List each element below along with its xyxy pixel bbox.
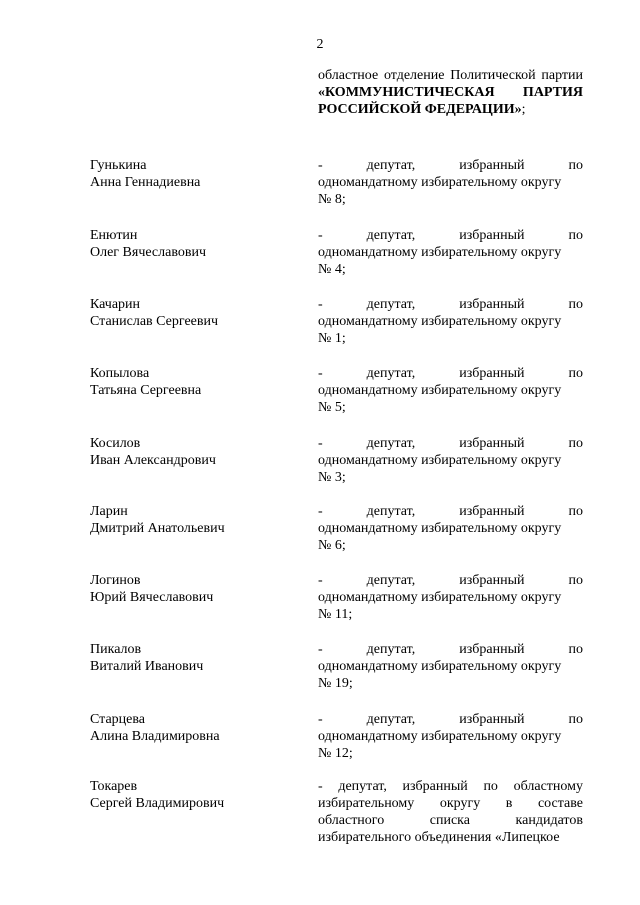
- party-name: «КОММУНИСТИЧЕСКАЯ ПАРТИЯ РОССИЙСКОЙ ФЕДЕРАЦИИ»: [318, 85, 583, 117]
- desc-word: по: [568, 228, 583, 243]
- desc-word: избранный: [459, 366, 525, 381]
- desc-line-4: избирательного объединения «Липецкое: [318, 830, 560, 845]
- desc-word: избранный: [459, 436, 525, 451]
- desc-line-1: [318, 435, 583, 452]
- desc-line-2: одномандатному избирательному округу: [318, 453, 562, 468]
- dash: -: [318, 504, 323, 519]
- deputy-name: [90, 503, 310, 537]
- desc-line-1: [318, 296, 583, 313]
- desc-word: избранный: [459, 712, 525, 727]
- desc-word: округу: [439, 796, 481, 811]
- deputy-name: [90, 435, 310, 469]
- deputy-given-name: Юрий Вячеславович: [90, 590, 214, 605]
- desc-line-2: одномандатному избирательному округу: [318, 175, 562, 190]
- intro-end: ;: [521, 102, 526, 117]
- deputy-surname: Енютин: [90, 228, 138, 243]
- dash: -: [318, 158, 323, 173]
- page-number: 2: [316, 37, 324, 52]
- desc-word: в: [505, 796, 513, 811]
- deputy-description: [318, 711, 583, 762]
- district-number: № 4;: [318, 262, 346, 277]
- desc-line-2: одномандатному избирательному округу: [318, 729, 562, 744]
- deputy-surname: Гунькина: [90, 158, 147, 173]
- desc-word: депутат,: [366, 436, 416, 451]
- district-number: № 3;: [318, 470, 346, 485]
- desc-word: депутат,: [366, 228, 416, 243]
- desc-line-1: [318, 711, 583, 728]
- desc-word: избранный: [459, 642, 525, 657]
- deputy-entry: [0, 572, 640, 632]
- deputy-surname: Пикалов: [90, 642, 142, 657]
- deputy-entry: [0, 296, 640, 356]
- desc-word: списка: [429, 813, 470, 828]
- desc-word: избранный: [459, 158, 525, 173]
- deputy-description: [318, 227, 583, 278]
- deputy-description: [318, 296, 583, 347]
- desc-line-2: одномандатному избирательному округу: [318, 314, 562, 329]
- deputy-given-name: Сергей Владимирович: [90, 796, 225, 811]
- desc-word: по: [568, 504, 583, 519]
- desc-word: по: [568, 158, 583, 173]
- deputy-surname: Токарев: [90, 779, 138, 794]
- desc-line-1: [318, 227, 583, 244]
- desc-line-2: одномандатному избирательному округу: [318, 245, 562, 260]
- district-number: № 19;: [318, 676, 353, 691]
- desc-line-2: одномандатному избирательному округу: [318, 383, 562, 398]
- deputy-given-name: Дмитрий Анатольевич: [90, 521, 225, 536]
- deputy-entry: [0, 641, 640, 701]
- deputy-surname: Копылова: [90, 366, 150, 381]
- deputy-description: [318, 435, 583, 486]
- dash: -: [318, 712, 323, 727]
- deputy-description: [318, 365, 583, 416]
- deputy-name: [90, 778, 310, 812]
- desc-word: избирательному: [318, 796, 415, 811]
- district-number: № 8;: [318, 192, 346, 207]
- deputy-name: [90, 365, 310, 399]
- deputy-description: [318, 503, 583, 554]
- deputy-surname: Качарин: [90, 297, 141, 312]
- desc-word: депутат,: [366, 712, 416, 727]
- deputy-description: [318, 641, 583, 692]
- desc-line-1: [318, 572, 583, 589]
- desc-line-3: [318, 812, 583, 829]
- deputy-name: [90, 157, 310, 191]
- district-number: № 11;: [318, 607, 353, 622]
- deputy-surname: Ларин: [90, 504, 128, 519]
- desc-word: по: [568, 642, 583, 657]
- desc-line-1: [318, 503, 583, 520]
- desc-word: избранный: [459, 228, 525, 243]
- desc-line-1: [318, 641, 583, 658]
- deputy-entry: [0, 435, 640, 495]
- desc-word: депутат,: [366, 297, 416, 312]
- desc-line-1: [318, 778, 583, 795]
- deputy-entry: [0, 503, 640, 563]
- deputy-given-name: Виталий Иванович: [90, 659, 204, 674]
- desc-line-2: одномандатному избирательному округу: [318, 659, 562, 674]
- deputy-given-name: Анна Геннадиевна: [90, 175, 201, 190]
- district-number: № 12;: [318, 746, 353, 761]
- dash: -: [318, 642, 323, 657]
- desc-word: депутат,: [366, 158, 416, 173]
- desc-word: депутат,: [366, 366, 416, 381]
- intro-paragraph: [318, 67, 583, 118]
- deputy-given-name: Станислав Сергеевич: [90, 314, 219, 329]
- deputy-description: [318, 157, 583, 208]
- dash: -: [318, 366, 323, 381]
- deputy-given-name: Иван Александрович: [90, 453, 216, 468]
- district-number: № 6;: [318, 538, 346, 553]
- desc-text: - депутат, избранный по областному: [318, 779, 583, 794]
- district-number: № 5;: [318, 400, 346, 415]
- dash: -: [318, 573, 323, 588]
- desc-line-2: одномандатному избирательному округу: [318, 521, 562, 536]
- desc-word: депутат,: [366, 504, 416, 519]
- deputy-entry: [0, 365, 640, 425]
- desc-word: по: [568, 297, 583, 312]
- deputy-entry: [0, 227, 640, 287]
- deputy-entry-last: [0, 778, 640, 845]
- desc-word: по: [568, 573, 583, 588]
- deputy-given-name: Татьяна Сергеевна: [90, 383, 202, 398]
- deputy-name: [90, 227, 310, 261]
- desc-word: кандидатов: [515, 813, 583, 828]
- desc-line-2: одномандатному избирательному округу: [318, 590, 562, 605]
- desc-word: избранный: [459, 297, 525, 312]
- deputy-name: [90, 296, 310, 330]
- dash: -: [318, 297, 323, 312]
- deputy-name: [90, 641, 310, 675]
- desc-word: по: [568, 712, 583, 727]
- desc-line-1: [318, 157, 583, 174]
- desc-word: депутат,: [366, 642, 416, 657]
- desc-word: избранный: [459, 504, 525, 519]
- desc-line-1: [318, 365, 583, 382]
- dash: -: [318, 436, 323, 451]
- deputy-entry: [0, 157, 640, 217]
- deputy-surname: Логинов: [90, 573, 141, 588]
- deputy-name: [90, 711, 310, 745]
- deputy-name: [90, 572, 310, 606]
- desc-word: по: [568, 436, 583, 451]
- desc-word: депутат,: [366, 573, 416, 588]
- desc-word: избранный: [459, 573, 525, 588]
- deputy-given-name: Олег Вячеславович: [90, 245, 207, 260]
- deputy-given-name: Алина Владимировна: [90, 729, 220, 744]
- desc-line-2: [318, 795, 583, 812]
- desc-word: областного: [318, 813, 385, 828]
- desc-word: составе: [537, 796, 583, 811]
- deputy-description: [318, 572, 583, 623]
- deputy-description: [318, 778, 583, 846]
- district-number: № 1;: [318, 331, 346, 346]
- desc-word: по: [568, 366, 583, 381]
- deputy-surname: Старцева: [90, 712, 146, 727]
- dash: -: [318, 228, 323, 243]
- intro-text: областное отделение Политической партии: [318, 68, 583, 83]
- deputy-surname: Косилов: [90, 436, 141, 451]
- deputy-entry: [0, 711, 640, 771]
